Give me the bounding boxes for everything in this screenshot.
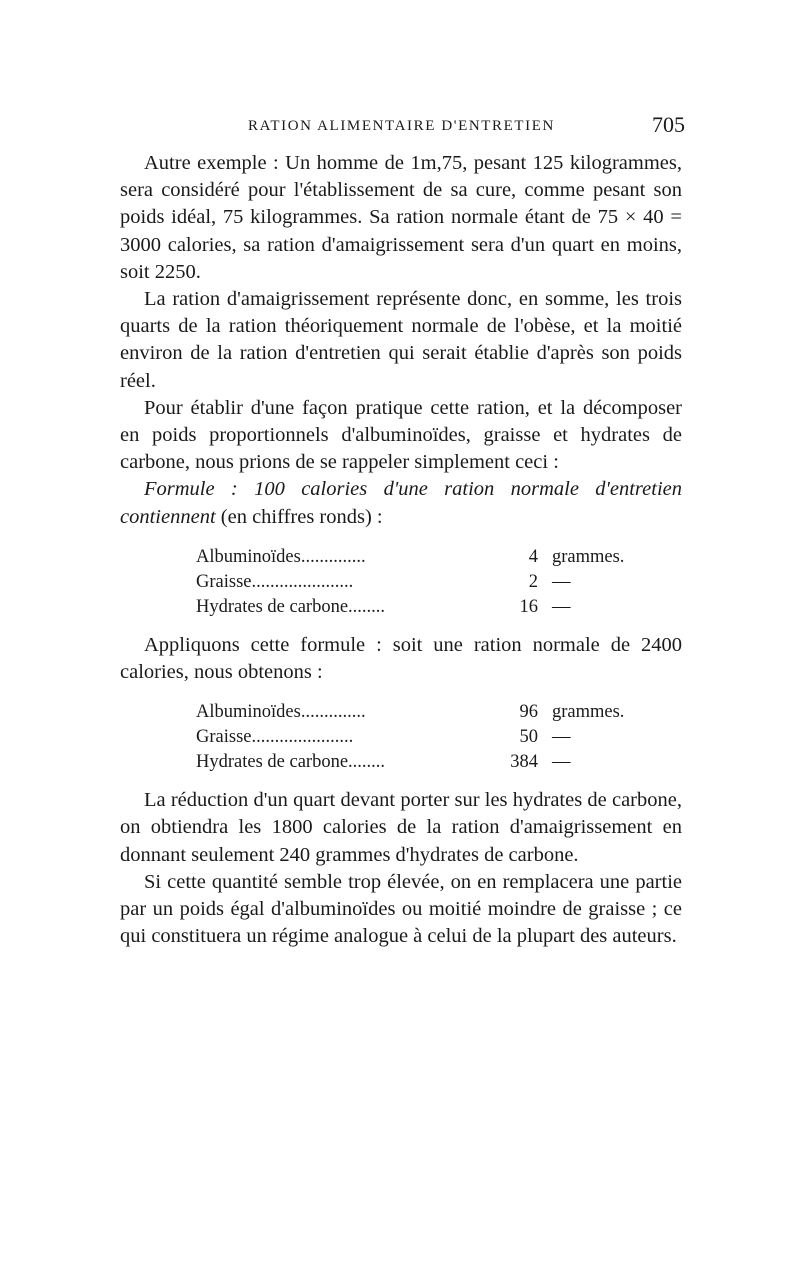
nutrient-name: Graisse...................... [196, 571, 354, 592]
nutrient-name: Hydrates de carbone........ [196, 596, 386, 617]
body-text [120, 150, 682, 950]
table-row [196, 725, 682, 750]
nutrient-name: Hydrates de carbone........ [196, 752, 386, 773]
nutrient-unit: — [552, 596, 571, 617]
nutrient-name: Albuminoïdes.............. [196, 702, 366, 723]
paragraph-5: La réduction d'un quart devant porter sur les hydrates de carbone, on obtiendra les 1800 calories de la ration d'amaigrissement en donnant seulement 240 grammes d'hydrates de carbone. [120, 789, 682, 866]
table-row [196, 750, 682, 775]
nutrient-amount: 16 [519, 596, 538, 617]
nutrient-name: Graisse...................... [196, 727, 354, 748]
nutrient-amount: 2 [528, 571, 538, 592]
nutrient-amount: 384 [510, 752, 538, 773]
formula-table [196, 545, 682, 620]
paragraph-6: Si cette quantité semble trop élevée, on en remplacera une partie par un poids égal d'albuminoïdes ou moitié moindre de graisse ; ce qui constituera un régime analogue à celui de la plupart des auteurs. [120, 870, 682, 948]
nutrient-unit: grammes. [552, 546, 625, 567]
paragraph-3: Pour établir d'une façon pratique cette ration, et la décomposer en poids proportionnels d'albuminoïdes, graisse et hydrates de carbone, nous prions de se rappeler simplement ceci : [120, 396, 682, 474]
formula-paragraph [120, 476, 682, 530]
nutrient-amount: 96 [519, 702, 538, 723]
nutrient-unit: — [552, 752, 571, 773]
formula-label: Formule : [144, 478, 238, 501]
formula-text: 100 calories d'une ration normale d'entretien contiennent [120, 478, 682, 528]
page-number: 705 [652, 112, 685, 137]
table-row [196, 570, 682, 595]
formula-note: (en chiffres ronds) : [220, 505, 383, 528]
nutrient-unit: — [552, 571, 571, 592]
nutrient-name: Albuminoïdes.............. [196, 546, 366, 567]
running-title: RATION ALIMENTAIRE D'ENTRETIEN [248, 118, 555, 134]
paragraph-4: Appliquons cette formule : soit une ration normale de 2400 calories, nous obtenons : [120, 633, 682, 684]
nutrient-amount: 4 [528, 546, 538, 567]
nutrient-amount: 50 [519, 727, 538, 748]
table-row [196, 595, 682, 620]
result-table [196, 700, 682, 775]
nutrient-unit: — [552, 727, 571, 748]
paragraph-1: Autre exemple : Un homme de 1m,75, pesant 125 kilogrammes, sera considéré pour l'établissement de sa cure, comme pesant son poids idéal, 75 kilogrammes. Sa ration normale étant de 75 × 40 = 3000 calories, sa ration d'amaigrissement sera d'un quart en moins, soit 2250. [120, 152, 682, 283]
nutrient-unit: grammes. [552, 702, 625, 723]
table-row [196, 700, 682, 725]
page-header [120, 112, 685, 142]
table-row [196, 545, 682, 570]
paragraph-2: La ration d'amaigrissement représente donc, en somme, les trois quarts de la ration théoriquement normale de l'obèse, et la moitié environ de la ration d'entretien qui serait établie d'après son poids réel. [120, 288, 682, 392]
